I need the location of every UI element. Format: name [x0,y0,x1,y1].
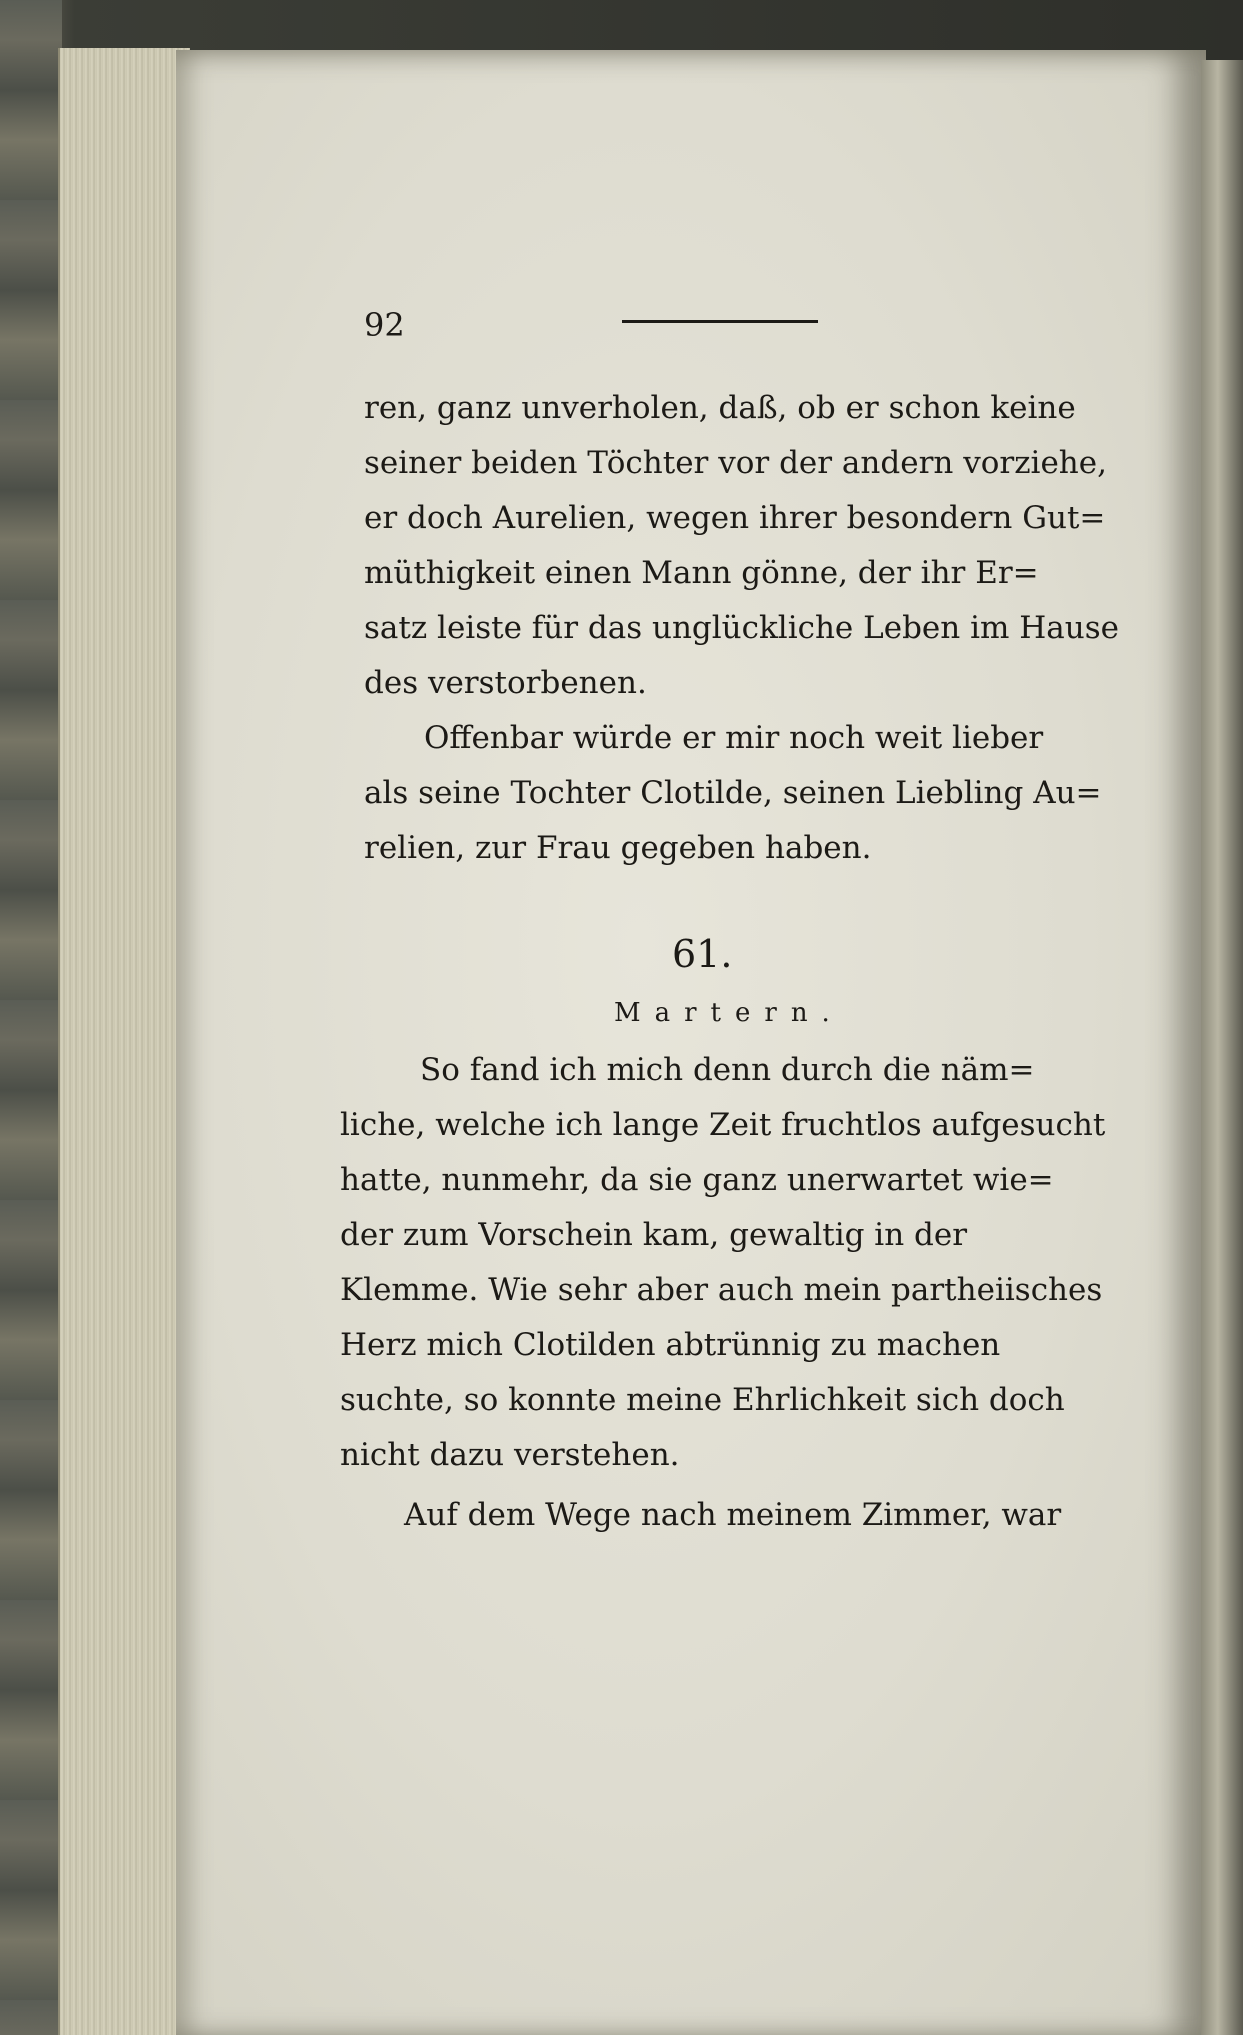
text-line: müthigkeit einen Mann gönne, der ihr Er= [364,555,1039,591]
text-line: Klemme. Wie sehr aber auch mein partheiisches [340,1272,1103,1308]
text-line: Auf dem Wege nach meinem Zimmer, war [404,1497,1062,1533]
page-stack-edge [58,48,190,2035]
text-line: satz leiste für das unglückliche Leben im Hause [364,610,1119,646]
text-line: als seine Tochter Clotilde, seinen Liebling Au= [364,775,1102,811]
book-page [176,50,1206,2035]
book-cover-edge [0,0,62,2035]
text-line: relien, zur Frau gegeben haben. [364,830,872,866]
header-rule [622,320,818,323]
section-title: Martern. [614,998,844,1028]
text-line: er doch Aurelien, wegen ihrer besondern Gut= [364,500,1106,536]
text-line: So fand ich mich denn durch die näm= [420,1052,1035,1088]
text-line: suchte, so konnte meine Ehrlichkeit sich doch [340,1382,1065,1418]
facing-page-edge [1201,60,1243,2035]
text-line: liche, welche ich lange Zeit fruchtlos aufgesucht [340,1107,1106,1143]
section-number: 61. [672,932,733,976]
text-line: hatte, nunmehr, da sie ganz unerwartet wie= [340,1162,1054,1198]
text-line: seiner beiden Töchter vor der andern vorziehe, [364,445,1107,481]
text-line: des verstorbenen. [364,665,647,701]
text-line: der zum Vorschein kam, gewaltig in der [340,1217,968,1253]
page-number: 92 [364,306,405,344]
text-line: Offenbar würde er mir noch weit lieber [424,720,1044,756]
text-line: ren, ganz unverholen, daß, ob er schon keine [364,390,1076,426]
text-line: Herz mich Clotilden abtrünnig zu machen [340,1327,1001,1363]
text-line: nicht dazu verstehen. [340,1437,680,1473]
